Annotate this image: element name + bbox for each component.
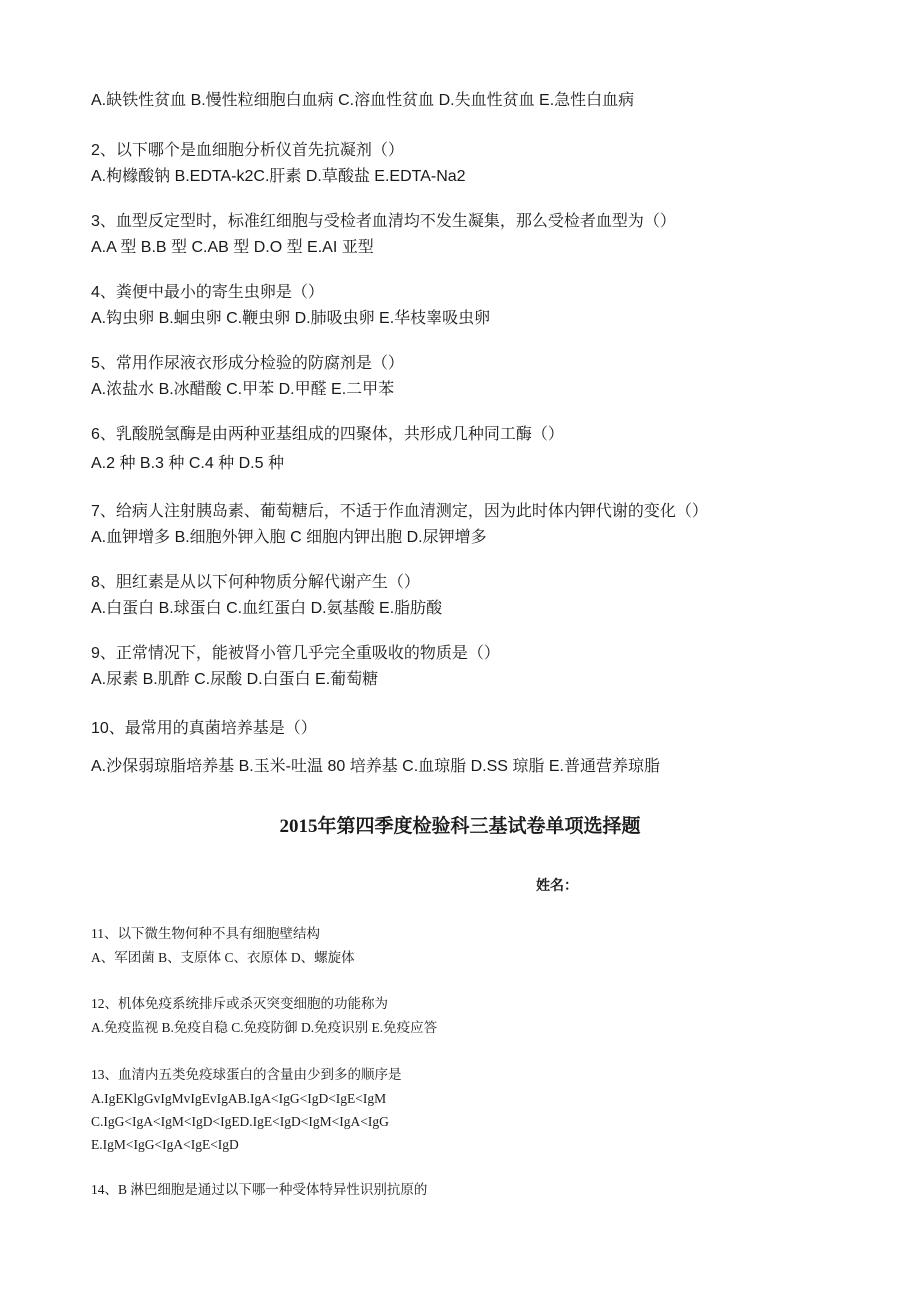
question-2-stem: 2、以下哪个是血细胞分析仪首先抗凝剂（） [91,142,404,159]
question-11-options: A、军团菌 B、支原体 C、衣原体 D、螺旋体 [91,950,355,965]
question-14-stem: 14、B 淋巴细胞是通过以下哪一种受体特异性识别抗原的 [91,1182,428,1197]
question-7-stem: 7、给病人注射胰岛素、葡萄糖后，不适于作血清测定，因为此时体内钾代谢的变化（） [91,503,708,520]
question-12-options: A.免疫监视 B.免疫自稳 C.免疫防御 D.免疫识别 E.免疫应答 [91,1020,438,1035]
question-10-stem: 10、最常用的真菌培养基是（） [91,720,317,737]
question-11-stem: 11、以下微生物何种不具有细胞壁结构 [91,926,320,941]
question-2-options: A.枸橼酸钠 B.EDTA-k2C.肝素 D.草酸盐 E.EDTA-Na2 [91,168,466,185]
question-10-options: A.沙保弱琼脂培养基 B.玉米-吐温 80 培养基 C.血琼脂 D.SS 琼脂 E.普通营养琼脂 [91,758,660,775]
question-13-options-line1: A.IgEKlgGvIgMvIgEvIgAB.IgA<IgG<IgD<IgE<IgM [91,1091,387,1106]
question-8-stem: 8、胆红素是从以下何种物质分解代谢产生（） [91,574,420,591]
question-5-stem: 5、常用作尿液衣形成分检验的防腐剂是（） [91,355,404,372]
question-9-stem: 9、正常情况下，能被肾小管几乎完全重吸收的物质是（） [91,645,500,662]
name-label: 姓名： [536,879,578,894]
question-9-options: A.尿素 B.肌酢 C.尿酸 D.白蛋白 E.葡萄糖 [91,671,379,688]
question-13-options-line3: E.IgM<IgG<IgA<IgE<IgD [91,1137,239,1152]
question-4-options: A.钩虫卵 B.蛔虫卵 C.鞭虫卵 D.肺吸虫卵 E.华枝睾吸虫卵 [91,310,491,327]
question-6-stem: 6、乳酸脱氢酶是由两种亚基组成的四聚体，共形成几种同工酶（） [91,426,564,443]
question-6-options: A.2 种 B.3 种 C.4 种 D.5 种 [91,455,284,472]
question-13-options-line2: C.IgG<IgA<IgM<IgD<IgED.IgE<IgD<IgM<IgA<IgG [91,1114,389,1129]
question-8-options: A.白蛋白 B.球蛋白 C.血红蛋白 D.氨基酸 E.脂肪酸 [91,600,443,617]
page-title: 2015年第四季度检验科三基试卷单项选择题 [279,816,641,837]
question-1-options: A.缺铁性贫血 B.慢性粒细胞白血病 C.溶血性贫血 D.失血性贫血 E.急性白血病 [91,92,635,109]
question-12-stem: 12、机体免疫系统排斥或杀灭突变细胞的功能称为 [91,996,388,1011]
question-4-stem: 4、粪便中最小的寄生虫卵是（） [91,284,324,301]
question-7-options: A.血钾增多 B.细胞外钾入胞 C 细胞内钾出胞 D.尿钾增多 [91,529,487,546]
question-13-stem: 13、血清内五类免疫球蛋白的含量由少到多的顺序是 [91,1067,402,1082]
question-3-stem: 3、血型反定型时，标准红细胞与受检者血清均不发生凝集，那么受检者血型为（） [91,213,676,230]
question-3-options: A.A 型 B.B 型 C.AB 型 D.O 型 E.AI 亚型 [91,239,374,256]
question-5-options: A.浓盐水 B.冰醋酸 C.甲苯 D.甲醛 E.二甲苯 [91,381,395,398]
